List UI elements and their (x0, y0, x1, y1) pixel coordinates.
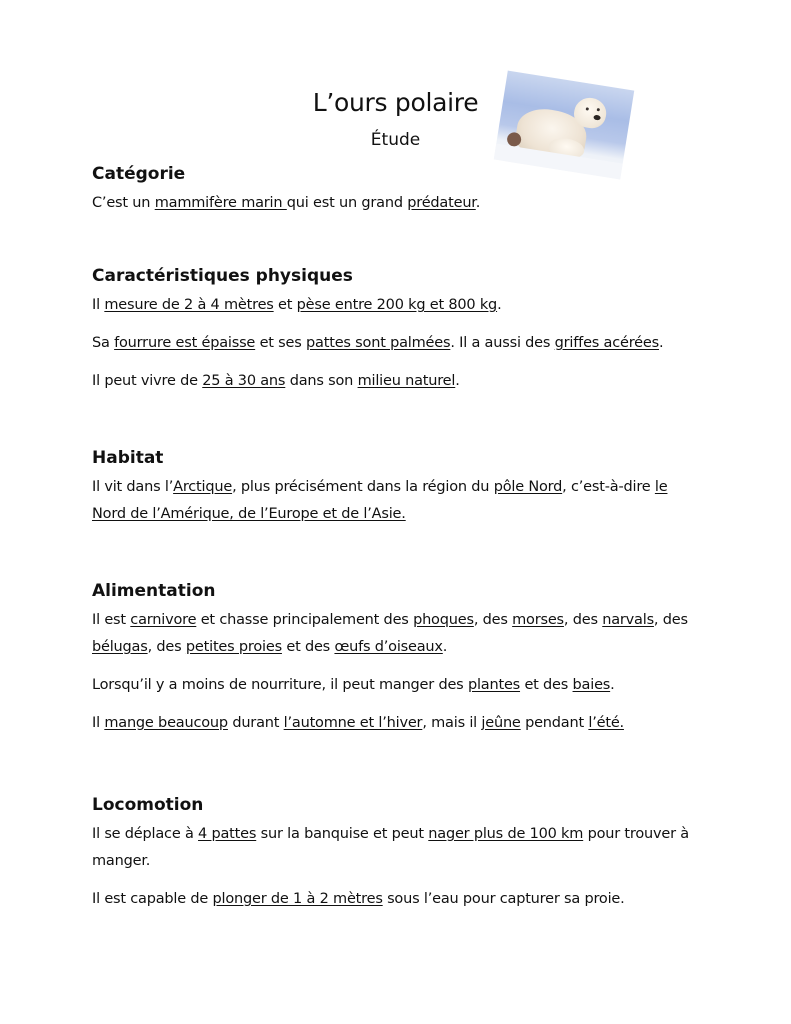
text: , mais il (422, 715, 482, 731)
underlined-term: l’été. (588, 715, 624, 731)
underlined-term: pattes sont palmées (306, 335, 451, 351)
section-heading: Caractéristiques physiques (92, 266, 353, 286)
text: pendant (520, 715, 589, 731)
paragraph (92, 821, 702, 875)
section-caracteristiques (92, 265, 702, 395)
text: Il se déplace à (92, 826, 199, 842)
text: Il (92, 715, 105, 731)
paragraph (92, 710, 702, 737)
text: . (610, 677, 615, 693)
underlined-term: griffes acérées (554, 335, 659, 351)
text: Il est (92, 612, 131, 628)
paragraph (92, 607, 702, 661)
underlined-term: pôle Nord (493, 479, 563, 495)
section-heading: Locomotion (92, 795, 204, 815)
underlined-term: œufs d’oiseaux (334, 639, 443, 655)
section-alimentation (92, 580, 702, 737)
underlined-term: baies (572, 677, 611, 693)
text: . Il a aussi des (450, 335, 555, 351)
text: sur la banquise et peut (256, 826, 429, 842)
section-heading: Alimentation (92, 581, 216, 601)
underlined-term: prédateur (407, 195, 476, 211)
text: dans son (285, 373, 358, 389)
text: . (455, 373, 460, 389)
paragraph (92, 330, 702, 357)
text: Sa (92, 335, 115, 351)
text: , des (147, 639, 186, 655)
text: Il (92, 297, 105, 313)
text: , des (563, 612, 603, 628)
underlined-term: pèse entre 200 kg et 800 kg (296, 297, 498, 313)
underlined-term: mammifère marin (154, 195, 287, 211)
text: qui est un grand (286, 195, 408, 211)
text: Lorsqu’il y a moins de nourriture, il peut manger des (92, 677, 468, 693)
page-subtitle: Étude (370, 130, 421, 150)
text: et chasse principalement des (196, 612, 414, 628)
underlined-term: plantes (467, 677, 521, 693)
underlined-term: nager plus de 100 km (428, 826, 584, 842)
section-heading: Catégorie (92, 164, 186, 184)
paragraph (92, 886, 702, 913)
text: Il est capable de (92, 891, 213, 907)
section-habitat (92, 447, 702, 528)
section-locomotion (92, 794, 702, 913)
paragraph (92, 292, 702, 319)
underlined-term: Arctique (173, 479, 233, 495)
text: pour trouver à manger. (92, 826, 689, 869)
underlined-term: morses (512, 612, 564, 628)
underlined-term: bélugas (92, 639, 148, 655)
text: sous l’eau pour capturer sa proie. (382, 891, 625, 907)
underlined-term: phoques (413, 612, 474, 628)
section-heading: Habitat (92, 448, 164, 468)
page-title: L’ours polaire (312, 88, 479, 117)
paragraph (92, 190, 702, 217)
section-categorie (92, 163, 702, 217)
underlined-term: plonger de 1 à 2 mètres (212, 891, 383, 907)
paragraph (92, 474, 702, 528)
underlined-term: narvals (602, 612, 654, 628)
underlined-term: 25 à 30 ans (202, 373, 286, 389)
underlined-term: petites proies (185, 639, 282, 655)
text: Il peut vivre de (92, 373, 203, 389)
text: . (475, 195, 481, 211)
underlined-term: 4 pattes (198, 826, 257, 842)
text: . (442, 639, 448, 655)
text: durant (227, 715, 284, 731)
underlined-term: le Nord de l’Amérique, de l’Europe et de l’Asie. (92, 479, 668, 522)
text: , des (473, 612, 513, 628)
text: et ses (255, 335, 307, 351)
text: et des (520, 677, 573, 693)
text: et des (281, 639, 335, 655)
underlined-term: milieu naturel (357, 373, 456, 389)
underlined-term: mange beaucoup (104, 715, 228, 731)
paragraph (92, 672, 702, 699)
underlined-term: carnivore (130, 612, 197, 628)
paragraph (92, 368, 702, 395)
text: . (658, 335, 664, 351)
underlined-term: fourrure est épaisse (114, 335, 256, 351)
text: C’est un (92, 195, 155, 211)
underlined-term: jeûne (481, 715, 521, 731)
text: et (273, 297, 297, 313)
text: Il vit dans l’ (92, 479, 174, 495)
text: , des (653, 612, 688, 628)
underlined-term: mesure de 2 à 4 mètres (104, 297, 274, 313)
text: . (497, 297, 502, 313)
text: , c’est-à-dire (562, 479, 655, 495)
underlined-term: l’automne et l’hiver (283, 715, 423, 731)
text: , plus précisément dans la région du (232, 479, 494, 495)
